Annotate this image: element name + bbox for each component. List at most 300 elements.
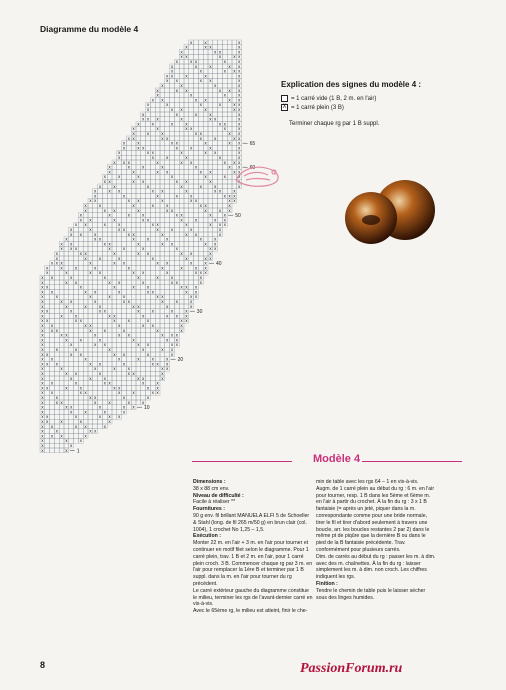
filled-square-mark: x (74, 414, 78, 420)
filled-square-mark: x (194, 111, 198, 117)
filled-square-mark: x (185, 318, 188, 324)
filled-square-mark: x (233, 193, 236, 199)
filled-square-mark: x (98, 183, 102, 189)
filet-grid (38, 36, 258, 466)
filled-square-mark: x (50, 275, 54, 280)
instruction-paragraph: Niveau de difficulté : (193, 492, 244, 499)
filled-square-mark: x (142, 323, 145, 328)
filled-square-mark: x (70, 227, 73, 232)
filled-square-mark: x (70, 409, 73, 415)
filled-square-mark: x (94, 198, 97, 204)
filled-square-mark: x (70, 246, 73, 252)
filled-square-mark: x (74, 265, 78, 271)
filled-square-mark: x (175, 279, 178, 285)
filled-square-mark: x (89, 323, 92, 328)
filled-square-mark: x (137, 308, 140, 314)
filled-square-mark: x (84, 390, 87, 396)
filled-square-mark: x (190, 126, 193, 132)
filled-square-mark: x (146, 150, 150, 156)
filled-square-mark: x (41, 279, 44, 285)
legend-full-square (281, 104, 481, 111)
filled-square-mark: x (204, 241, 207, 247)
filled-square-mark: x (228, 97, 231, 103)
filled-square-mark: x (142, 399, 145, 405)
filled-square-mark: x (185, 155, 188, 160)
filled-square-mark: x (41, 380, 44, 386)
filled-square-mark: x (194, 164, 198, 170)
filled-square-mark: x (65, 385, 68, 391)
filled-square-mark: x (228, 63, 231, 69)
filled-square-mark: x (180, 183, 183, 189)
filled-square-mark: x (103, 207, 106, 213)
filled-square-mark: x (118, 150, 121, 156)
filled-square-mark: x (180, 83, 183, 88)
filled-square-mark: x (180, 212, 183, 218)
filled-square-mark: x (175, 313, 178, 319)
filled-square-mark: x (79, 284, 82, 290)
row-label: 30 (196, 309, 203, 316)
filled-square-mark: x (194, 59, 198, 64)
filled-square-mark: x (46, 318, 49, 324)
filled-square-mark: x (156, 193, 159, 199)
filled-square-mark: x (98, 308, 102, 314)
filled-square-mark: x (41, 390, 44, 396)
filled-square-mark: x (175, 78, 178, 84)
filled-square-mark: x (74, 423, 78, 429)
filled-square-mark: x (204, 203, 207, 208)
filled-square-mark: x (103, 222, 106, 228)
filled-square-mark: x (55, 428, 58, 434)
filled-square-mark: x (151, 188, 154, 194)
filled-square-mark: x (70, 241, 73, 247)
filled-square-mark: x (137, 145, 140, 151)
filled-square-mark: x (218, 222, 222, 228)
filled-square-mark: x (118, 414, 121, 420)
filled-square-mark: x (79, 351, 82, 357)
filled-square-mark: x (238, 73, 241, 79)
filled-square-mark: x (70, 342, 73, 348)
filled-square-mark: x (108, 246, 111, 252)
filled-square-mark: x (94, 265, 97, 271)
filled-square-mark: x (175, 59, 178, 64)
row-label: 1 (76, 448, 80, 455)
filled-square-mark: x (55, 395, 58, 400)
filled-square-mark: x (170, 140, 174, 146)
filled-square-mark: x (142, 145, 145, 151)
filled-square-mark: x (142, 111, 145, 117)
filled-square-mark: x (132, 337, 135, 343)
filled-square-mark: x (94, 366, 97, 372)
filled-square-mark: x (223, 174, 226, 180)
filled-square-mark: x (89, 294, 92, 300)
filled-square-mark: x (60, 241, 63, 247)
filled-square-mark: x (108, 169, 111, 175)
filled-square-mark: x (89, 198, 92, 204)
filled-square-mark: x (166, 270, 169, 276)
filled-square-mark: x (170, 347, 174, 352)
filled-square-mark: x (185, 222, 188, 228)
filled-square-mark: x (233, 135, 236, 141)
filled-square-mark: x (137, 207, 140, 213)
filled-square-mark: x (113, 385, 116, 391)
filled-square-mark: x (180, 327, 183, 333)
filled-square-mark: x (170, 207, 174, 213)
filled-square-mark: x (185, 87, 188, 93)
filled-square-mark: x (127, 231, 130, 237)
filled-square-mark: x (127, 371, 130, 376)
filled-square-mark: x (122, 327, 126, 333)
filled-square-mark: x (238, 87, 241, 93)
filled-square-mark: x (113, 251, 116, 256)
filled-square-mark: x (84, 423, 87, 429)
filled-square-mark: x (194, 97, 198, 103)
filled-square-mark: x (113, 351, 116, 357)
filled-square-mark: x (238, 155, 241, 160)
filled-square-mark: x (103, 241, 106, 247)
filled-square-mark: x (238, 135, 241, 141)
filled-square-mark: x (151, 390, 154, 396)
filled-square-mark: x (122, 409, 126, 415)
filled-square-mark: x (84, 222, 87, 228)
filled-square-mark: x (238, 121, 241, 127)
filled-square-mark: x (122, 140, 126, 146)
filled-square-mark: x (41, 385, 44, 391)
filled-square-mark: x (46, 265, 49, 271)
filled-square-mark: x (204, 174, 207, 180)
filled-square-mark: x (41, 447, 44, 453)
legend-full-text: = 1 carré plein (3 B) (291, 104, 344, 111)
filled-square-mark: x (142, 246, 145, 252)
filled-square-mark: x (118, 323, 121, 328)
filled-square-mark: x (94, 395, 97, 400)
filled-square-mark: x (74, 318, 78, 324)
filled-square-mark: x (161, 188, 164, 194)
filled-square-mark: x (89, 270, 92, 276)
row-label: 10 (144, 405, 150, 412)
filled-square-mark: x (233, 102, 236, 108)
filled-square-mark: x (238, 78, 241, 84)
filled-square-mark: x (41, 404, 44, 410)
filled-square-mark: x (60, 265, 63, 271)
filled-square-mark: x (70, 231, 73, 237)
filled-square-mark: x (132, 284, 135, 290)
filled-square-mark: x (46, 351, 49, 357)
filled-square-mark: x (137, 241, 140, 247)
filled-square-mark: x (175, 140, 178, 146)
filled-square-mark: x (94, 193, 97, 199)
filled-square-mark: x (199, 135, 202, 141)
filled-square-mark: x (146, 318, 150, 324)
filled-square-mark: x (127, 198, 130, 204)
filled-square-mark: x (137, 121, 140, 127)
filled-square-mark: x (41, 284, 44, 290)
filled-square-mark: x (209, 179, 212, 184)
filled-square-mark: x (108, 347, 111, 352)
filled-square-mark: x (161, 135, 164, 141)
filled-square-mark: x (118, 188, 121, 194)
legend-empty-text: = 1 carré vide (1 B, 2 m. en l'air) (291, 95, 377, 102)
legend-empty-square (281, 95, 481, 102)
filled-square-mark: x (209, 251, 212, 256)
filled-square-mark: x (50, 356, 54, 362)
filled-square-mark: x (194, 289, 198, 295)
filled-square-mark: x (146, 102, 150, 108)
filled-square-mark: x (60, 299, 63, 304)
filled-square-mark: x (103, 380, 106, 386)
filled-square-mark: x (238, 102, 241, 108)
filled-square-mark: x (146, 251, 150, 256)
filled-square-mark: x (218, 102, 222, 108)
filled-square-mark: x (166, 236, 169, 242)
instruction-paragraph: 38 x 88 cm env. (193, 485, 230, 492)
filled-square-mark: x (122, 260, 126, 266)
filled-square-mark: x (132, 126, 135, 132)
filled-square-mark: x (79, 419, 82, 424)
filled-square-mark: x (108, 419, 111, 424)
filled-square-mark: x (41, 428, 44, 434)
filled-square-mark: x (146, 351, 150, 357)
filled-square-mark: x (156, 385, 159, 391)
filled-square-mark: x (218, 121, 222, 127)
filled-square-mark: x (175, 87, 178, 93)
filled-square-mark: x (223, 222, 226, 228)
filled-square-mark: x (199, 78, 202, 84)
filled-square-mark: x (185, 188, 188, 194)
filled-square-mark: x (132, 231, 135, 237)
filled-square-mark: x (170, 227, 174, 232)
filled-square-mark: x (180, 323, 183, 328)
filled-square-mark: x (127, 135, 130, 141)
filled-square-mark: x (228, 164, 231, 170)
filled-square-mark: x (233, 107, 236, 112)
filled-square-mark: x (180, 54, 183, 60)
filled-square-mark: x (142, 313, 145, 319)
filled-square-mark: x (218, 155, 222, 160)
filled-square-mark: x (108, 179, 111, 184)
filled-square-mark: x (218, 231, 222, 237)
filled-square-mark: x (180, 107, 183, 112)
explanation-note: Terminer chaque rg par 1 B suppl. (289, 121, 380, 127)
filled-square-mark: x (41, 399, 44, 405)
crochet-chart (38, 36, 258, 466)
filled-square-mark: x (70, 404, 73, 410)
filled-square-mark: x (50, 327, 54, 333)
filled-square-mark: x (79, 337, 82, 343)
filled-square-mark: x (98, 371, 102, 376)
filled-square-mark: x (204, 73, 207, 79)
filled-square-mark: x (146, 183, 150, 189)
filled-square-mark: x (46, 270, 49, 276)
filled-square-mark: x (214, 135, 217, 141)
filled-square-mark: x (180, 251, 183, 256)
filled-square-mark: x (41, 294, 44, 300)
filled-square-mark: x (142, 212, 145, 218)
filled-square-mark: x (108, 294, 111, 300)
filled-square-mark: x (156, 327, 159, 333)
filled-square-mark: x (175, 111, 178, 117)
filled-square-mark: x (122, 404, 126, 410)
filled-square-mark: x (170, 342, 174, 348)
filled-square-mark: x (238, 92, 241, 98)
filled-square-mark: x (65, 337, 68, 343)
filled-square-mark: x (41, 342, 44, 348)
filled-square-mark: x (151, 308, 154, 314)
filled-square-mark: x (60, 433, 63, 439)
filled-square-mark: x (79, 251, 82, 256)
filled-square-mark: x (151, 97, 154, 103)
filled-square-mark: x (194, 217, 198, 223)
filled-square-mark: x (170, 351, 174, 357)
filled-square-mark: x (223, 121, 226, 127)
filled-square-mark: x (142, 164, 145, 170)
filled-square-mark: x (122, 145, 126, 151)
filled-square-mark: x (98, 337, 102, 343)
filled-square-mark: x (185, 179, 188, 184)
filled-square-mark: x (122, 246, 126, 252)
filled-square-mark: x (214, 188, 217, 194)
filled-square-mark: x (199, 102, 202, 108)
filled-square-mark: x (209, 44, 212, 50)
filled-square-mark: x (113, 183, 116, 189)
filled-square-mark: x (209, 116, 212, 122)
filled-square-mark: x (180, 318, 183, 324)
instruction-paragraph: Fournitures : (193, 506, 225, 513)
filled-square-mark: x (50, 423, 54, 429)
filled-square-mark: x (218, 49, 222, 55)
filled-square-mark: x (41, 371, 44, 376)
filled-square-mark: x (151, 356, 154, 362)
filled-square-mark: x (98, 203, 102, 208)
filled-square-mark: x (238, 49, 241, 55)
filled-square-mark: x (238, 44, 241, 50)
filled-square-mark: x (113, 284, 116, 290)
filled-square-mark: x (132, 390, 135, 396)
filled-square-mark: x (41, 356, 44, 362)
instruction-paragraph: 90 g env. fil brillant MANUELA ELFI 5 de Schoeller & Stahl (long. de fil 265 m/50 g) en brun clair (col. 1004), 1 crochet No 1,25 – 1,5. (193, 512, 310, 533)
filled-square-mark: x (41, 361, 44, 367)
filled-square-mark: x (94, 236, 97, 242)
filled-square-mark: x (79, 390, 82, 396)
filled-square-mark: x (41, 423, 44, 429)
instruction-paragraph: Le carré extérieur gauche du diagramme constitue le milieu, terminer les rgs de l'avant-dernier carré en vis-à-vis. (193, 587, 313, 608)
filled-square-mark: x (60, 332, 63, 338)
filled-square-mark: x (175, 337, 178, 343)
filled-square-mark: x (161, 164, 164, 170)
instruction-paragraph: Finition : (316, 580, 338, 587)
filled-square-mark: x (228, 140, 231, 146)
filled-square-mark: x (209, 222, 212, 228)
filled-square-mark: x (46, 361, 49, 367)
filled-square-mark: x (74, 279, 78, 285)
filled-square-mark: x (98, 255, 102, 261)
filled-square-mark: x (228, 198, 231, 204)
filled-square-mark: x (233, 169, 236, 175)
filled-square-mark: x (156, 126, 159, 132)
filled-square-mark: x (223, 126, 226, 132)
filled-square-mark: x (166, 135, 169, 141)
filled-square-mark: x (55, 251, 58, 256)
filled-square-mark: x (60, 419, 63, 424)
filled-square-mark: x (190, 145, 193, 151)
filled-square-mark: x (142, 347, 145, 352)
filled-square-mark: x (60, 399, 63, 405)
filled-square-mark: x (156, 169, 159, 175)
filled-square-mark: x (199, 68, 202, 74)
filled-square-mark: x (108, 399, 111, 405)
filled-square-mark: x (233, 188, 236, 194)
filled-square-mark: x (60, 246, 63, 252)
filled-square-mark: x (180, 49, 183, 55)
filled-square-mark: x (127, 159, 130, 165)
filled-square-mark: x (113, 318, 116, 324)
filled-square-mark: x (156, 159, 159, 165)
filled-square-mark: x (156, 92, 159, 98)
filled-square-mark: x (156, 361, 159, 367)
filled-square-mark: x (194, 270, 198, 276)
filled-square-mark: x (84, 203, 87, 208)
filled-square-mark: x (41, 323, 44, 328)
filled-square-mark: x (180, 217, 183, 223)
filled-square-mark: x (161, 241, 164, 247)
filled-square-mark: x (190, 299, 193, 304)
filled-square-mark: x (223, 68, 226, 74)
filled-square-mark: x (60, 366, 63, 372)
filled-square-mark: x (218, 207, 222, 213)
filled-square-mark: x (146, 289, 150, 295)
filled-square-mark: x (166, 361, 169, 367)
filled-square-mark: x (151, 323, 154, 328)
filled-square-mark: x (185, 284, 188, 290)
filled-square-mark: x (214, 49, 217, 55)
filled-square-mark: x (65, 438, 68, 444)
filled-square-mark: x (166, 337, 169, 343)
filled-square-mark: x (137, 251, 140, 256)
filled-square-mark: x (204, 150, 207, 156)
filled-square-mark: x (180, 265, 183, 271)
filled-square-mark: x (142, 116, 145, 122)
filled-square-mark: x (41, 308, 44, 314)
filled-square-mark: x (94, 188, 97, 194)
filled-square-mark: x (151, 361, 154, 367)
filled-square-mark: x (209, 255, 212, 261)
filled-square-mark: x (122, 395, 126, 400)
filled-square-mark: x (103, 423, 106, 429)
filled-square-mark: x (151, 222, 154, 228)
filled-square-mark: x (238, 174, 241, 180)
filled-square-mark: x (204, 260, 207, 266)
filled-square-mark: x (185, 289, 188, 295)
filled-square-mark: x (70, 275, 73, 280)
filled-square-mark: x (41, 414, 44, 420)
filled-square-mark: x (70, 443, 73, 448)
filled-square-mark: x (238, 169, 241, 175)
filled-square-mark: x (175, 332, 178, 338)
filled-square-mark: x (50, 390, 54, 396)
filled-square-mark: x (137, 375, 140, 381)
filled-square-mark: x (214, 183, 217, 189)
filled-square-mark: x (142, 380, 145, 386)
filled-square-mark: x (41, 318, 44, 324)
filled-square-mark: x (103, 179, 106, 184)
filled-square-mark: x (214, 150, 217, 156)
filled-square-mark: x (204, 44, 207, 50)
heading-rule-left (192, 461, 292, 462)
filled-square-mark: x (238, 179, 241, 184)
filled-square-mark: x (132, 303, 135, 309)
filled-square-mark: x (170, 332, 174, 338)
filled-square-mark: x (204, 97, 207, 103)
filled-square-mark: x (98, 361, 102, 367)
